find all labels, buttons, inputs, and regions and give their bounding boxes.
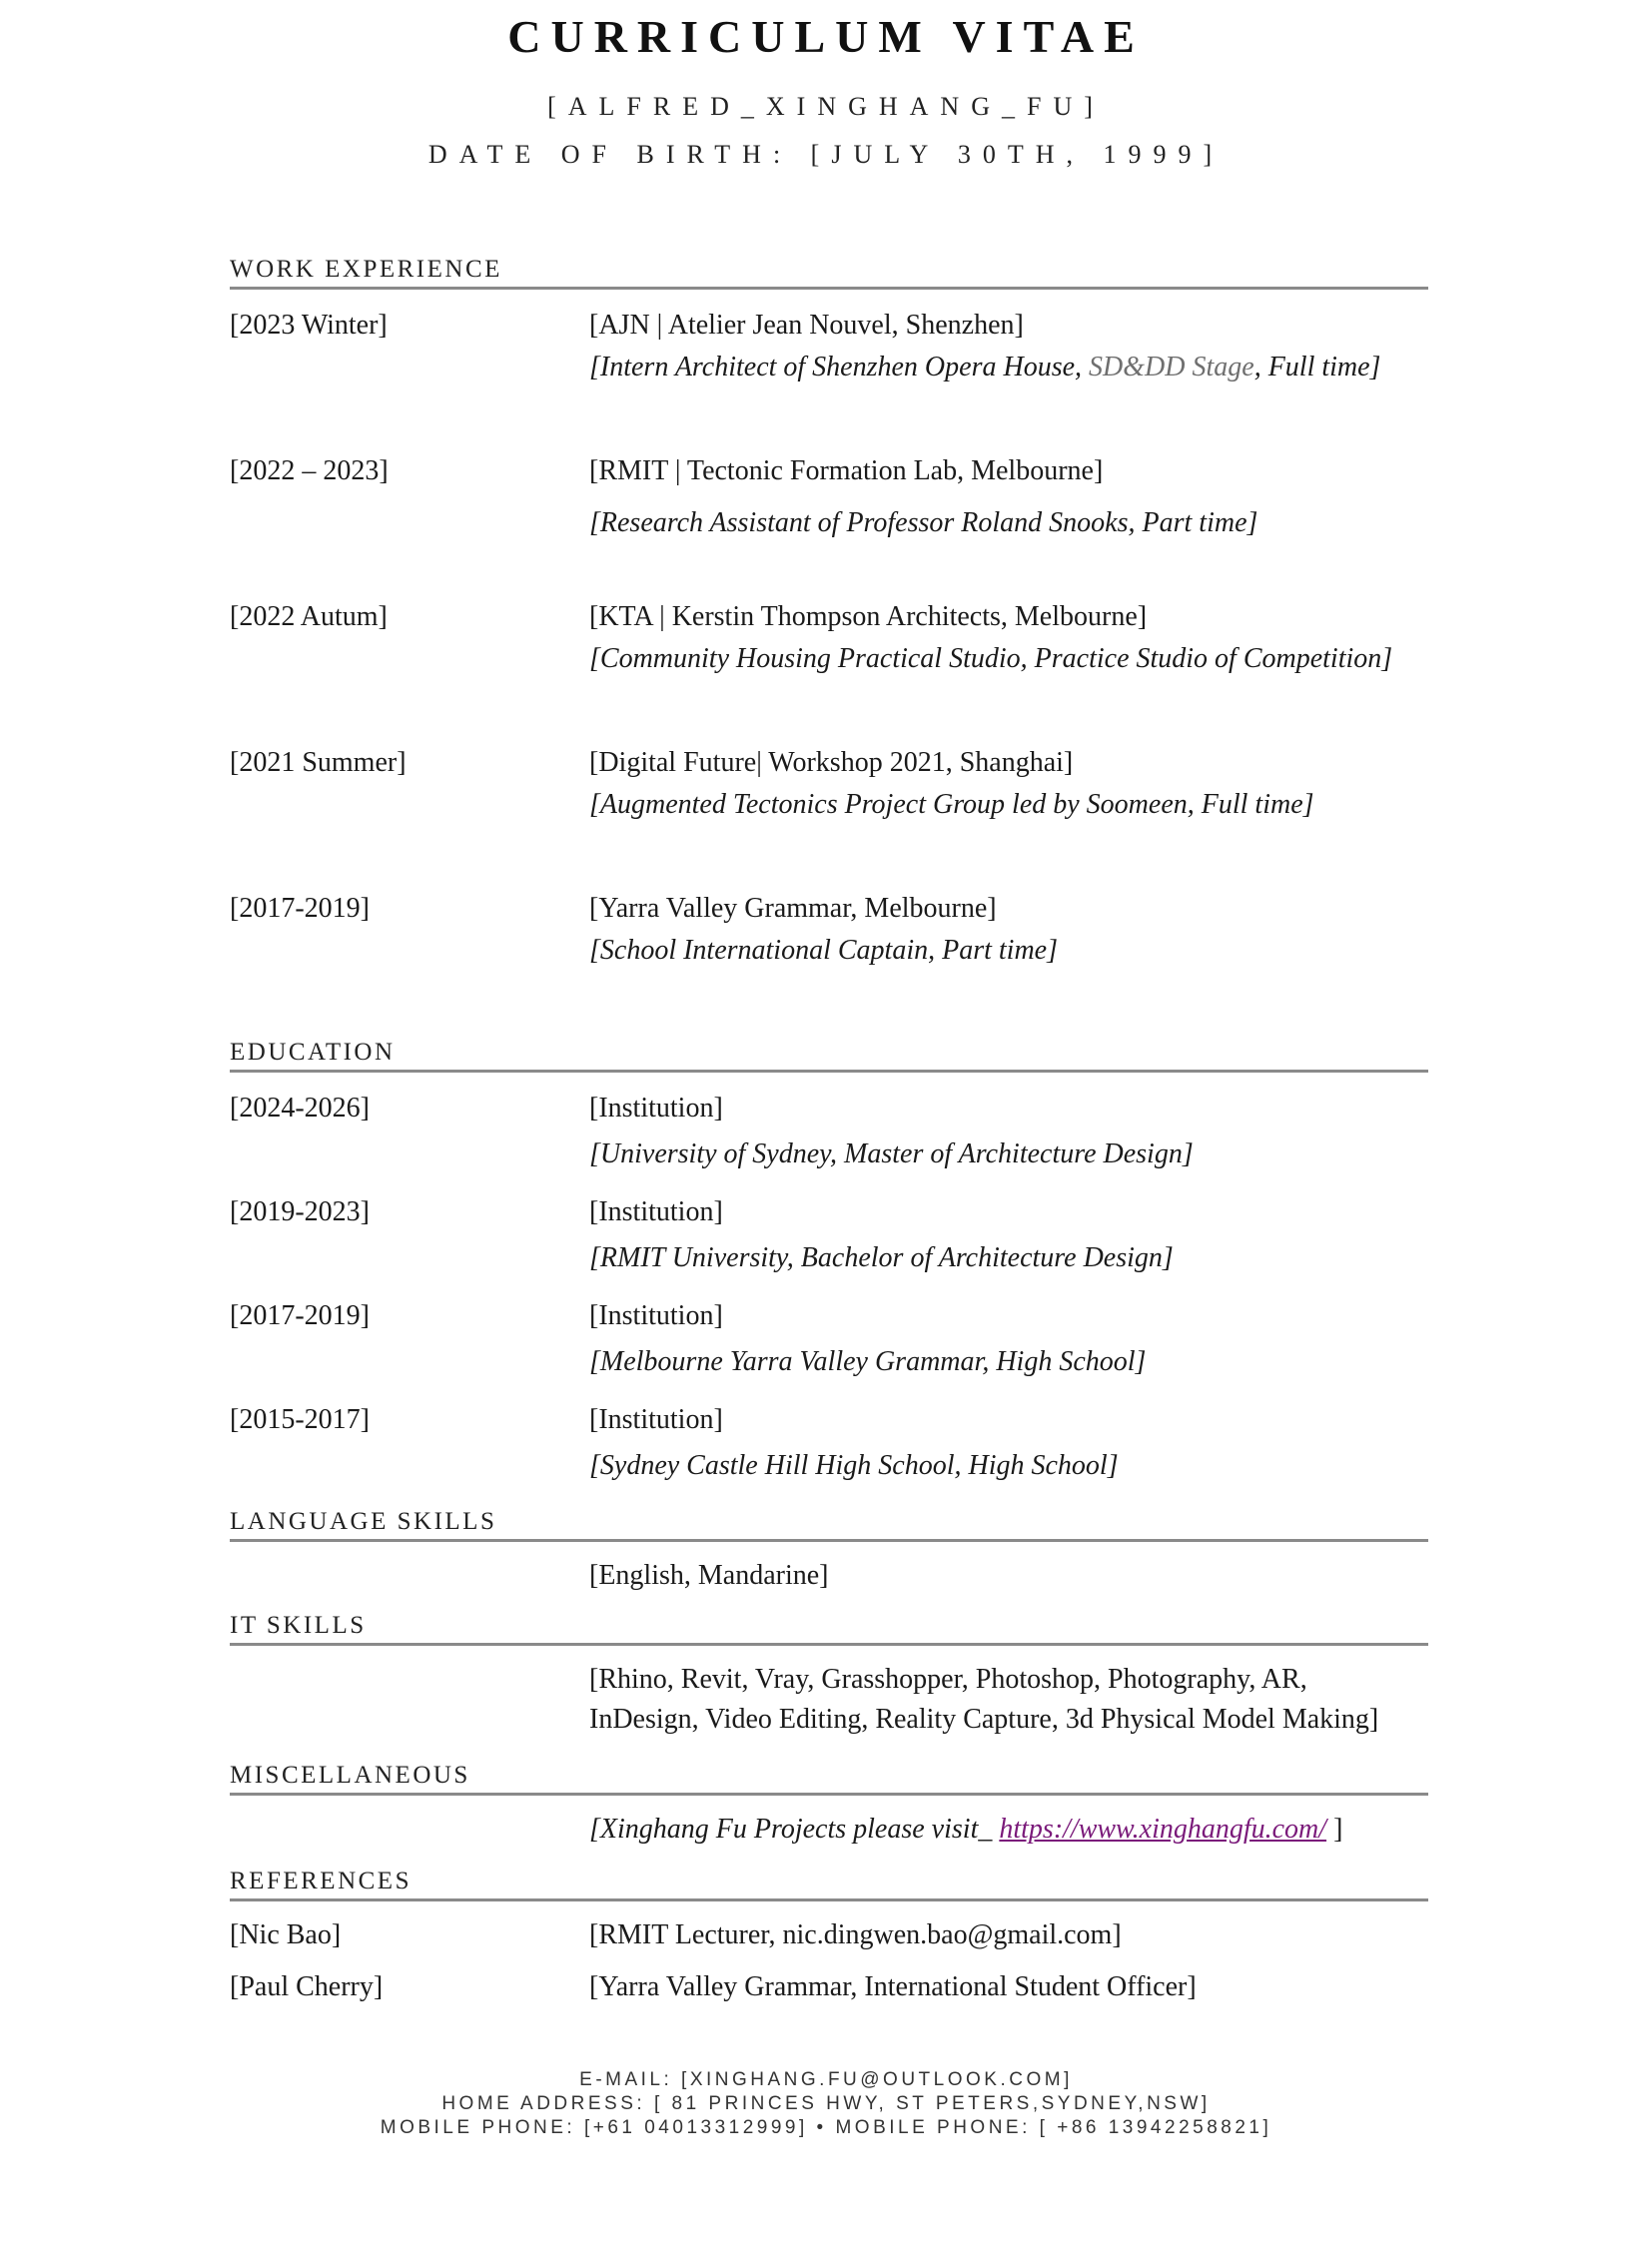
work-role: [Research Assistant of Professor Roland Snooks, Part time] <box>589 507 1258 538</box>
reference-name: [Paul Cherry] <box>230 1971 384 2002</box>
document-title: CURRICULUM VITAE <box>507 11 1145 62</box>
education-date: [2015-2017] <box>230 1404 370 1435</box>
work-date: [2022 Autum] <box>230 601 388 632</box>
section-heading-work-experience: WORK EXPERIENCE <box>230 256 1428 290</box>
reference-name: [Nic Bao] <box>230 1919 342 1950</box>
it-skills-line-1: [Rhino, Revit, Vray, Grasshopper, Photoshop, Photography, AR, <box>589 1664 1307 1695</box>
misc-suffix: ] <box>1326 1814 1343 1845</box>
work-role: [School International Captain, Part time] <box>589 935 1058 966</box>
work-role-part: , Full time] <box>1253 352 1381 382</box>
education-label: [Institution] <box>589 1300 723 1331</box>
it-skills-line-2: InDesign, Video Editing, Reality Capture, 3d Physical Model Making] <box>589 1704 1379 1735</box>
education-detail: [Melbourne Yarra Valley Grammar, High School] <box>589 1346 1147 1377</box>
applicant-name: [ALFRED_XINGHANG_FU] <box>547 92 1105 121</box>
work-organization: [Yarra Valley Grammar, Melbourne] <box>589 893 997 924</box>
reference-detail: [Yarra Valley Grammar, International Student Officer] <box>589 1971 1197 2002</box>
education-label: [Institution] <box>589 1093 723 1124</box>
portfolio-link[interactable]: https://www.xinghangfu.com/ <box>999 1814 1327 1845</box>
education-label: [Institution] <box>589 1404 723 1435</box>
footer-phones: MOBILE PHONE: [+61 04013312999] • MOBILE PHONE: [ +86 13942258821] <box>380 2117 1272 2138</box>
education-detail: [Sydney Castle Hill High School, High School] <box>589 1450 1119 1481</box>
date-of-birth: DATE OF BIRTH: [JULY 30TH, 1999] <box>427 140 1225 169</box>
work-date: [2023 Winter] <box>230 310 388 341</box>
work-organization: [AJN | Atelier Jean Nouvel, Shenzhen] <box>589 310 1024 341</box>
work-date: [2021 Summer] <box>230 747 407 778</box>
work-organization: [Digital Future| Workshop 2021, Shanghai] <box>589 747 1074 778</box>
education-detail: [RMIT University, Bachelor of Architecture Design] <box>589 1242 1174 1273</box>
work-organization: [KTA | Kerstin Thompson Architects, Melbourne] <box>589 601 1148 632</box>
work-role-stage: SD&DD Stage <box>1089 352 1254 382</box>
section-heading-language-skills: LANGUAGE SKILLS <box>230 1508 1428 1542</box>
section-heading-miscellaneous: MISCELLANEOUS <box>230 1762 1428 1796</box>
misc-line <box>589 1814 1342 1846</box>
education-detail: [University of Sydney, Master of Architecture Design] <box>589 1138 1194 1169</box>
footer-email: E-MAIL: [XINGHANG.FU@OUTLOOK.COM] <box>579 2069 1073 2090</box>
reference-detail: [RMIT Lecturer, nic.dingwen.bao@gmail.com] <box>589 1919 1122 1950</box>
work-date: [2017-2019] <box>230 893 370 924</box>
misc-prefix: [Xinghang Fu Projects please visit_ <box>589 1814 1000 1845</box>
section-heading-education: EDUCATION <box>230 1039 1428 1073</box>
work-role: [Augmented Tectonics Project Group led by Soomeen, Full time] <box>589 789 1314 820</box>
footer-address: HOME ADDRESS: [ 81 PRINCES HWY, ST PETERS,SYDNEY,NSW] <box>441 2093 1211 2114</box>
education-date: [2024-2026] <box>230 1093 370 1124</box>
section-heading-references: REFERENCES <box>230 1868 1428 1901</box>
education-date: [2019-2023] <box>230 1196 370 1227</box>
work-role-part: [Intern Architect of Shenzhen Opera House, <box>589 352 1090 382</box>
work-role <box>589 352 1380 383</box>
section-heading-it-skills: IT SKILLS <box>230 1612 1428 1646</box>
work-role: [Community Housing Practical Studio, Practice Studio of Competition] <box>589 643 1393 674</box>
work-date: [2022 – 2023] <box>230 455 389 486</box>
work-organization: [RMIT | Tectonic Formation Lab, Melbourne] <box>589 455 1104 486</box>
education-label: [Institution] <box>589 1196 723 1227</box>
education-date: [2017-2019] <box>230 1300 370 1331</box>
language-list: [English, Mandarine] <box>589 1560 829 1591</box>
